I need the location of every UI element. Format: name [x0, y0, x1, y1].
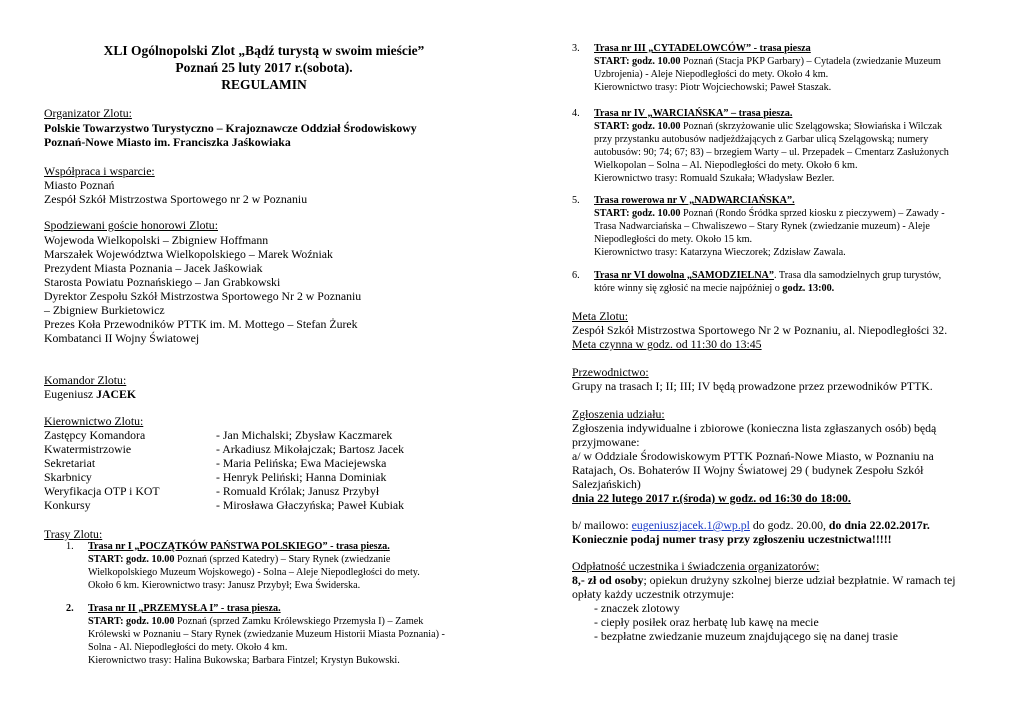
fee-heading: Odpłatność uczestnika i świadczenia organizatorów: — [572, 559, 820, 573]
fee-line: opłaty każdy uczestnik otrzymuje: — [572, 587, 735, 601]
staff-role: Sekretariat — [44, 456, 96, 470]
mail-deadline-hour: do godz. 20.00, — [749, 518, 829, 532]
commander-heading: Komandor Zlotu: — [44, 373, 127, 387]
staff-role: Weryfikacja OTP i KOT — [44, 484, 160, 498]
route-title: Trasa nr III „CYTADELOWCÓW” - trasa piesza — [594, 43, 811, 54]
route-line: Królewski w Poznaniu – Stary Rynek (zwiedzanie Muzeum Historii Miasta Poznania) - — [88, 629, 445, 640]
route-line: Kierownictwo trasy: Katarzyna Wieczorek; Zdzisław Zawala. — [594, 247, 846, 258]
registration-line: Zgłoszenia indywidualne i zbiorowe (konieczna lista zgłaszanych osób) będą — [572, 421, 937, 435]
guest-item: Kombatanci II Wojny Światowej — [44, 331, 200, 345]
title-line-1: XLI Ogólnopolski Zlot „Bądź turystą w swoim mieście” — [103, 43, 425, 58]
guest-item: Dyrektor Zespołu Szkół Mistrzostwa Sportowego Nr 2 w Poznaniu — [44, 289, 362, 303]
route-title: Trasa nr IV „WARCIAŃSKA” – trasa piesza. — [594, 108, 793, 119]
route-line — [594, 270, 941, 283]
staff-names: - Romuald Królak; Janusz Przybył — [216, 484, 380, 498]
route-line: Kierownictwo trasy: Romuald Szukała; Władysław Bezler. — [594, 173, 835, 184]
registration-heading: Zgłoszenia udziału: — [572, 407, 665, 421]
registration-notice: Koniecznie podaj numer trasy przy zgłoszeniu uczestnictwa!!!!! — [572, 532, 892, 546]
staff-names: - Jan Michalski; Zbysław Kaczmarek — [216, 428, 393, 442]
route-line: Niepodległości do mety. Około 15 km. — [594, 234, 753, 245]
route-text: Poznań (sprzed Zamku Królewskiego Przemysła I) – Zamek — [174, 616, 424, 627]
cooperation-item: Miasto Poznań — [44, 178, 115, 192]
guides-heading: Przewodnictwo: — [572, 365, 649, 379]
guest-item: Starosta Powiatu Poznańskiego – Jan Grabkowski — [44, 275, 281, 289]
route-line — [594, 283, 834, 296]
route-title: Trasa rowerowa nr V „NADWARCIAŃSKA”. — [594, 195, 795, 206]
organizer-line-2: Poznań-Nowe Miasto im. Franciszka Jaśkowiaka — [44, 135, 291, 149]
staff-names: - Maria Pelińska; Ewa Maciejewska — [216, 456, 387, 470]
route-line: Wielkopolan – Solna – Al. Niepodległości do mety. Około 6 km. — [594, 160, 858, 171]
fee-benefit: - bezpłatne zwiedzanie muzeum znajdującego się na danej trasie — [594, 629, 898, 643]
title-line-3: REGULAMIN — [221, 77, 307, 92]
route-line: Kierownictwo trasy: Piotr Wojciechowski; Paweł Staszak. — [594, 82, 832, 93]
route-line: Solna - Al. Niepodległości do mety. Około 4 km. — [88, 642, 288, 653]
cooperation-heading: Współpraca i wsparcie: — [44, 164, 155, 178]
staff-heading: Kierownictwo Zlotu: — [44, 414, 144, 428]
title-line-2: Poznań 25 luty 2017 r.(sobota). — [175, 60, 353, 75]
route-number: 3. — [572, 43, 580, 54]
commander-name — [44, 387, 136, 402]
registration-line: Ratajach, Os. Bohaterów II Wojny Światowej 29 ( budynek Zespołu Szkół — [572, 463, 924, 477]
route-title: Trasa nr VI dowolna „SAMODZIELNA” — [594, 270, 775, 281]
route-line — [88, 616, 423, 629]
route-start: START: godz. 10.00 — [88, 616, 175, 627]
route-line: Uzbrojenia) - Aleje Niepodległości do mety. Około 4 km. — [594, 69, 829, 80]
route-line — [88, 554, 390, 567]
guest-item: Prezydent Miasta Poznania – Jacek Jaśkowiak — [44, 261, 263, 275]
staff-names: - Mirosława Głaczyńska; Paweł Kubiak — [216, 498, 405, 512]
fee-line — [572, 573, 956, 588]
fee-benefit: - ciepły posiłek oraz herbatę lub kawę na mecie — [594, 615, 819, 629]
route-text: które winny się zgłosić na mecie najpóźniej o — [594, 283, 783, 294]
route-line: przy przystanku autobusów nadjeżdżających z Garbar ulicą Szelągowską; numery — [594, 134, 929, 145]
staff-role: Zastępcy Komandora — [44, 428, 146, 442]
route-line: Trasa Nadwarciańska – Chwaliszewo – Stary Rynek (zwiedzanie muzeum) - Aleje — [594, 221, 930, 232]
registration-line: a/ w Oddziale Środowiskowym PTTK Poznań-Nowe Miasto, w Poznaniu na — [572, 449, 934, 463]
finish-heading: Meta Zlotu: — [572, 309, 629, 323]
cooperation-item: Zespół Szkół Mistrzostwa Sportowego nr 2 w Poznaniu — [44, 192, 308, 206]
organizer-heading: Organizator Zlotu: — [44, 106, 132, 120]
finish-hours: Meta czynna w godz. od 11:30 do 13:45 — [572, 337, 762, 351]
guest-item: – Zbigniew Burkietowicz — [44, 303, 165, 317]
guest-item: Wojewoda Wielkopolski – Zbigniew Hoffmann — [44, 233, 269, 247]
guides-line: Grupy na trasach I; II; III; IV będą prowadzone przez przewodników PTTK. — [572, 379, 933, 393]
route-number: 1. — [66, 541, 74, 552]
route-line — [594, 208, 945, 221]
routes-heading: Trasy Zlotu: — [44, 527, 103, 541]
fee-benefit: - znaczek zlotowy — [594, 601, 680, 615]
registration-line: przyjmowane: — [572, 435, 640, 449]
route-deadline: godz. 13:00. — [782, 283, 835, 294]
route-line: Kierownictwo trasy: Halina Bukowska; Barbara Fintzel; Krystyn Bukowski. — [88, 655, 400, 666]
route-number: 2. — [66, 603, 74, 614]
route-title: Trasa nr I „POCZĄTKÓW PAŃSTWA POLSKIEGO” - trasa piesza. — [88, 541, 390, 552]
mail-deadline-date: do dnia 22.02.2017r. — [828, 518, 930, 532]
registration-date: dnia 22 lutego 2017 r.(środa) w godz. od 16:30 do 18:00. — [572, 491, 851, 505]
route-number: 4. — [572, 108, 580, 119]
staff-role: Skarbnicy — [44, 470, 92, 484]
staff-names: - Henryk Peliński; Hanna Dominiak — [216, 470, 387, 484]
fee-text: ; opiekun drużyny szkolnej bierze udział bezpłatnie. W ramach tej — [643, 573, 956, 587]
route-start: START: godz. 10.00 — [594, 208, 681, 219]
route-text: . Trasa dla samodzielnych grup turystów, — [774, 270, 942, 281]
staff-role: Kwatermistrzowie — [44, 442, 132, 456]
email-link[interactable]: eugeniuszjacek.1@wp.pl — [631, 518, 750, 532]
staff-role: Konkursy — [44, 498, 91, 512]
route-title: Trasa nr II „PRZEMYSŁA I” - trasa piesza. — [88, 603, 281, 614]
route-text: Poznań (sprzed Katedry) – Stary Rynek (zwiedzanie — [174, 554, 391, 565]
route-start: START: godz. 10.00 — [594, 121, 681, 132]
registration-mail-line — [572, 518, 930, 533]
guest-item: Prezes Koła Przewodników PTTK im. M. Mottego – Stefan Żurek — [44, 317, 358, 331]
guest-item: Marszałek Województwa Wielkopolskiego – Marek Woźniak — [44, 247, 333, 261]
finish-line: Zespół Szkół Mistrzostwa Sportowego Nr 2 w Poznaniu, al. Niepodległości 32. — [572, 323, 948, 337]
mail-label: b/ mailowo: — [572, 518, 632, 532]
route-line: autobusów: 90; 74; 67; 83) – brzegiem Warty – ul. Przepadek – Cmentarz Zasłużonych — [594, 147, 949, 158]
commander-last-name: JACEK — [96, 387, 137, 401]
route-number: 5. — [572, 195, 580, 206]
route-line: Wielkopolskiego Muzeum Wojskowego) - Solna – Aleje Niepodległości do mety. — [88, 567, 420, 578]
route-line — [594, 56, 941, 69]
route-line: Około 6 km. Kierownictwo trasy: Janusz Przybył; Ewa Świderska. — [88, 580, 361, 591]
organizer-line-1: Polskie Towarzystwo Turystyczno – Krajoznawcze Oddział Środowiskowy — [44, 121, 417, 135]
route-start: START: godz. 10.00 — [594, 56, 681, 67]
registration-line: Salezjańskich) — [572, 477, 641, 491]
route-start: START: godz. 10.00 — [88, 554, 175, 565]
route-text: Poznań (Stacja PKP Garbary) – Cytadela (zwiedzanie Muzeum — [680, 56, 941, 67]
fee-amount: 8,- zł od osoby — [572, 573, 644, 587]
route-number: 6. — [572, 270, 580, 281]
guests-heading: Spodziewani goście honorowi Zlotu: — [44, 218, 218, 232]
route-text: Poznań (skrzyżowanie ulic Szelągowska; Słowiańska i Wilczak — [680, 121, 943, 132]
staff-names: - Arkadiusz Mikołajczak; Bartosz Jacek — [216, 442, 405, 456]
commander-first-name: Eugeniusz — [44, 387, 97, 401]
route-line — [594, 121, 942, 134]
route-text: Poznań (Rondo Śródka sprzed kiosku z pieczywem) – Zawady - — [680, 208, 945, 219]
